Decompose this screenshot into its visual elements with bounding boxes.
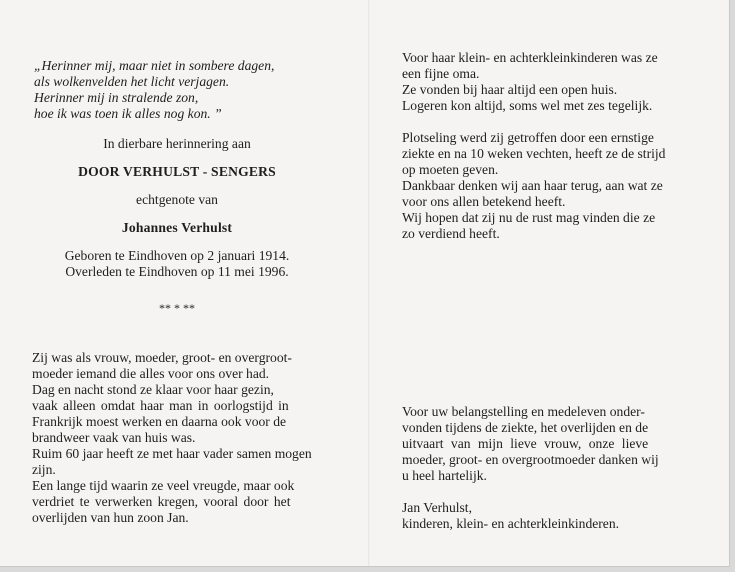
text-line: Voor uw belangstelling en medeleven onder- (402, 404, 645, 419)
text-line: ziekte en na 10 weken vechten, heeft ze de strijd (402, 146, 666, 161)
illness-paragraph (402, 130, 702, 242)
text-line: moeder, groot- en overgrootmoeder danken wij (402, 452, 659, 467)
birth-line: Geboren te Eindhoven op 2 januari 1914. (64, 248, 290, 263)
poem (32, 58, 322, 122)
biography (32, 350, 322, 526)
left-page (32, 58, 322, 526)
bio-line: Ruim 60 jaar heeft ze met haar vader samen mogen (32, 446, 312, 461)
death-line: Overleden te Eindhoven op 11 mei 1996. (65, 264, 289, 279)
text-line: Logeren kon altijd, soms wel met zes tegelijk. (402, 98, 653, 113)
poem-line: hoe ik was toen ik alles nog kon. ” (34, 106, 222, 121)
text-line: Ze vonden bij haar altijd een open huis. (402, 82, 618, 97)
text-line: Dankbaar denken wij aan haar terug, aan wat ze (402, 178, 663, 193)
grandchildren-paragraph (402, 50, 702, 114)
right-page (402, 50, 702, 532)
bio-line: Frankrijk moest werken en daarna ook voor de (32, 414, 287, 429)
bio-line: Een lange tijd waarin ze veel vreugde, maar ook (32, 478, 295, 493)
poem-line: als wolkenvelden het licht verjagen. (34, 74, 230, 89)
spouse-label: echtgenote van (136, 192, 218, 207)
text-line: Plotseling werd zij getroffen door een ernstige (402, 130, 654, 145)
separator-stars: ** * ** (159, 301, 195, 315)
card-fold (368, 0, 370, 566)
text-line: Voor haar klein- en achterkleinkinderen was ze (402, 50, 658, 65)
thanks-paragraph (402, 404, 702, 484)
text-line: uitvaart van mijn lieve vrouw, onze lieve (402, 436, 649, 451)
signature (402, 500, 702, 532)
bio-line: zijn. (32, 462, 56, 477)
bio-line: Zij was als vrouw, moeder, groot- en overgroot- (32, 350, 292, 365)
bio-line: vaak alleen omdat haar man in oorlogstijd in (32, 398, 289, 413)
text-line: vonden tijdens de ziekte, het overlijden en de (402, 420, 649, 435)
bio-line: verdriet te verwerken kregen, vooral door het (32, 494, 291, 509)
signature-name: Jan Verhulst, (402, 500, 472, 515)
text-line: voor ons allen betekend heeft. (402, 194, 566, 209)
poem-line: „Herinner mij, maar niet in sombere dagen, (34, 58, 275, 73)
deceased-name: DOOR VERHULST - SENGERS (78, 164, 276, 179)
bio-line: Dag en nacht stond ze klaar voor haar gezin, (32, 382, 274, 397)
text-line: Wij hopen dat zij nu de rust mag vinden die ze (402, 210, 656, 225)
bio-line: moeder iemand die alles voor ons over had. (32, 366, 270, 381)
bio-line: brandweer vaak van huis was. (32, 430, 196, 445)
text-line: u heel hartelijk. (402, 468, 487, 483)
text-line: op moeten geven. (402, 162, 499, 177)
text-line: zo verdiend heeft. (402, 226, 500, 241)
text-line: een fijne oma. (402, 66, 480, 81)
in-memory-text: In dierbare herinnering aan (103, 136, 251, 151)
spouse-name: Johannes Verhulst (121, 220, 233, 235)
bio-line: overlijden van hun zoon Jan. (32, 510, 189, 525)
signature-family: kinderen, klein- en achterkleinkinderen. (402, 516, 620, 531)
poem-line: Herinner mij in stralende zon, (34, 90, 199, 105)
